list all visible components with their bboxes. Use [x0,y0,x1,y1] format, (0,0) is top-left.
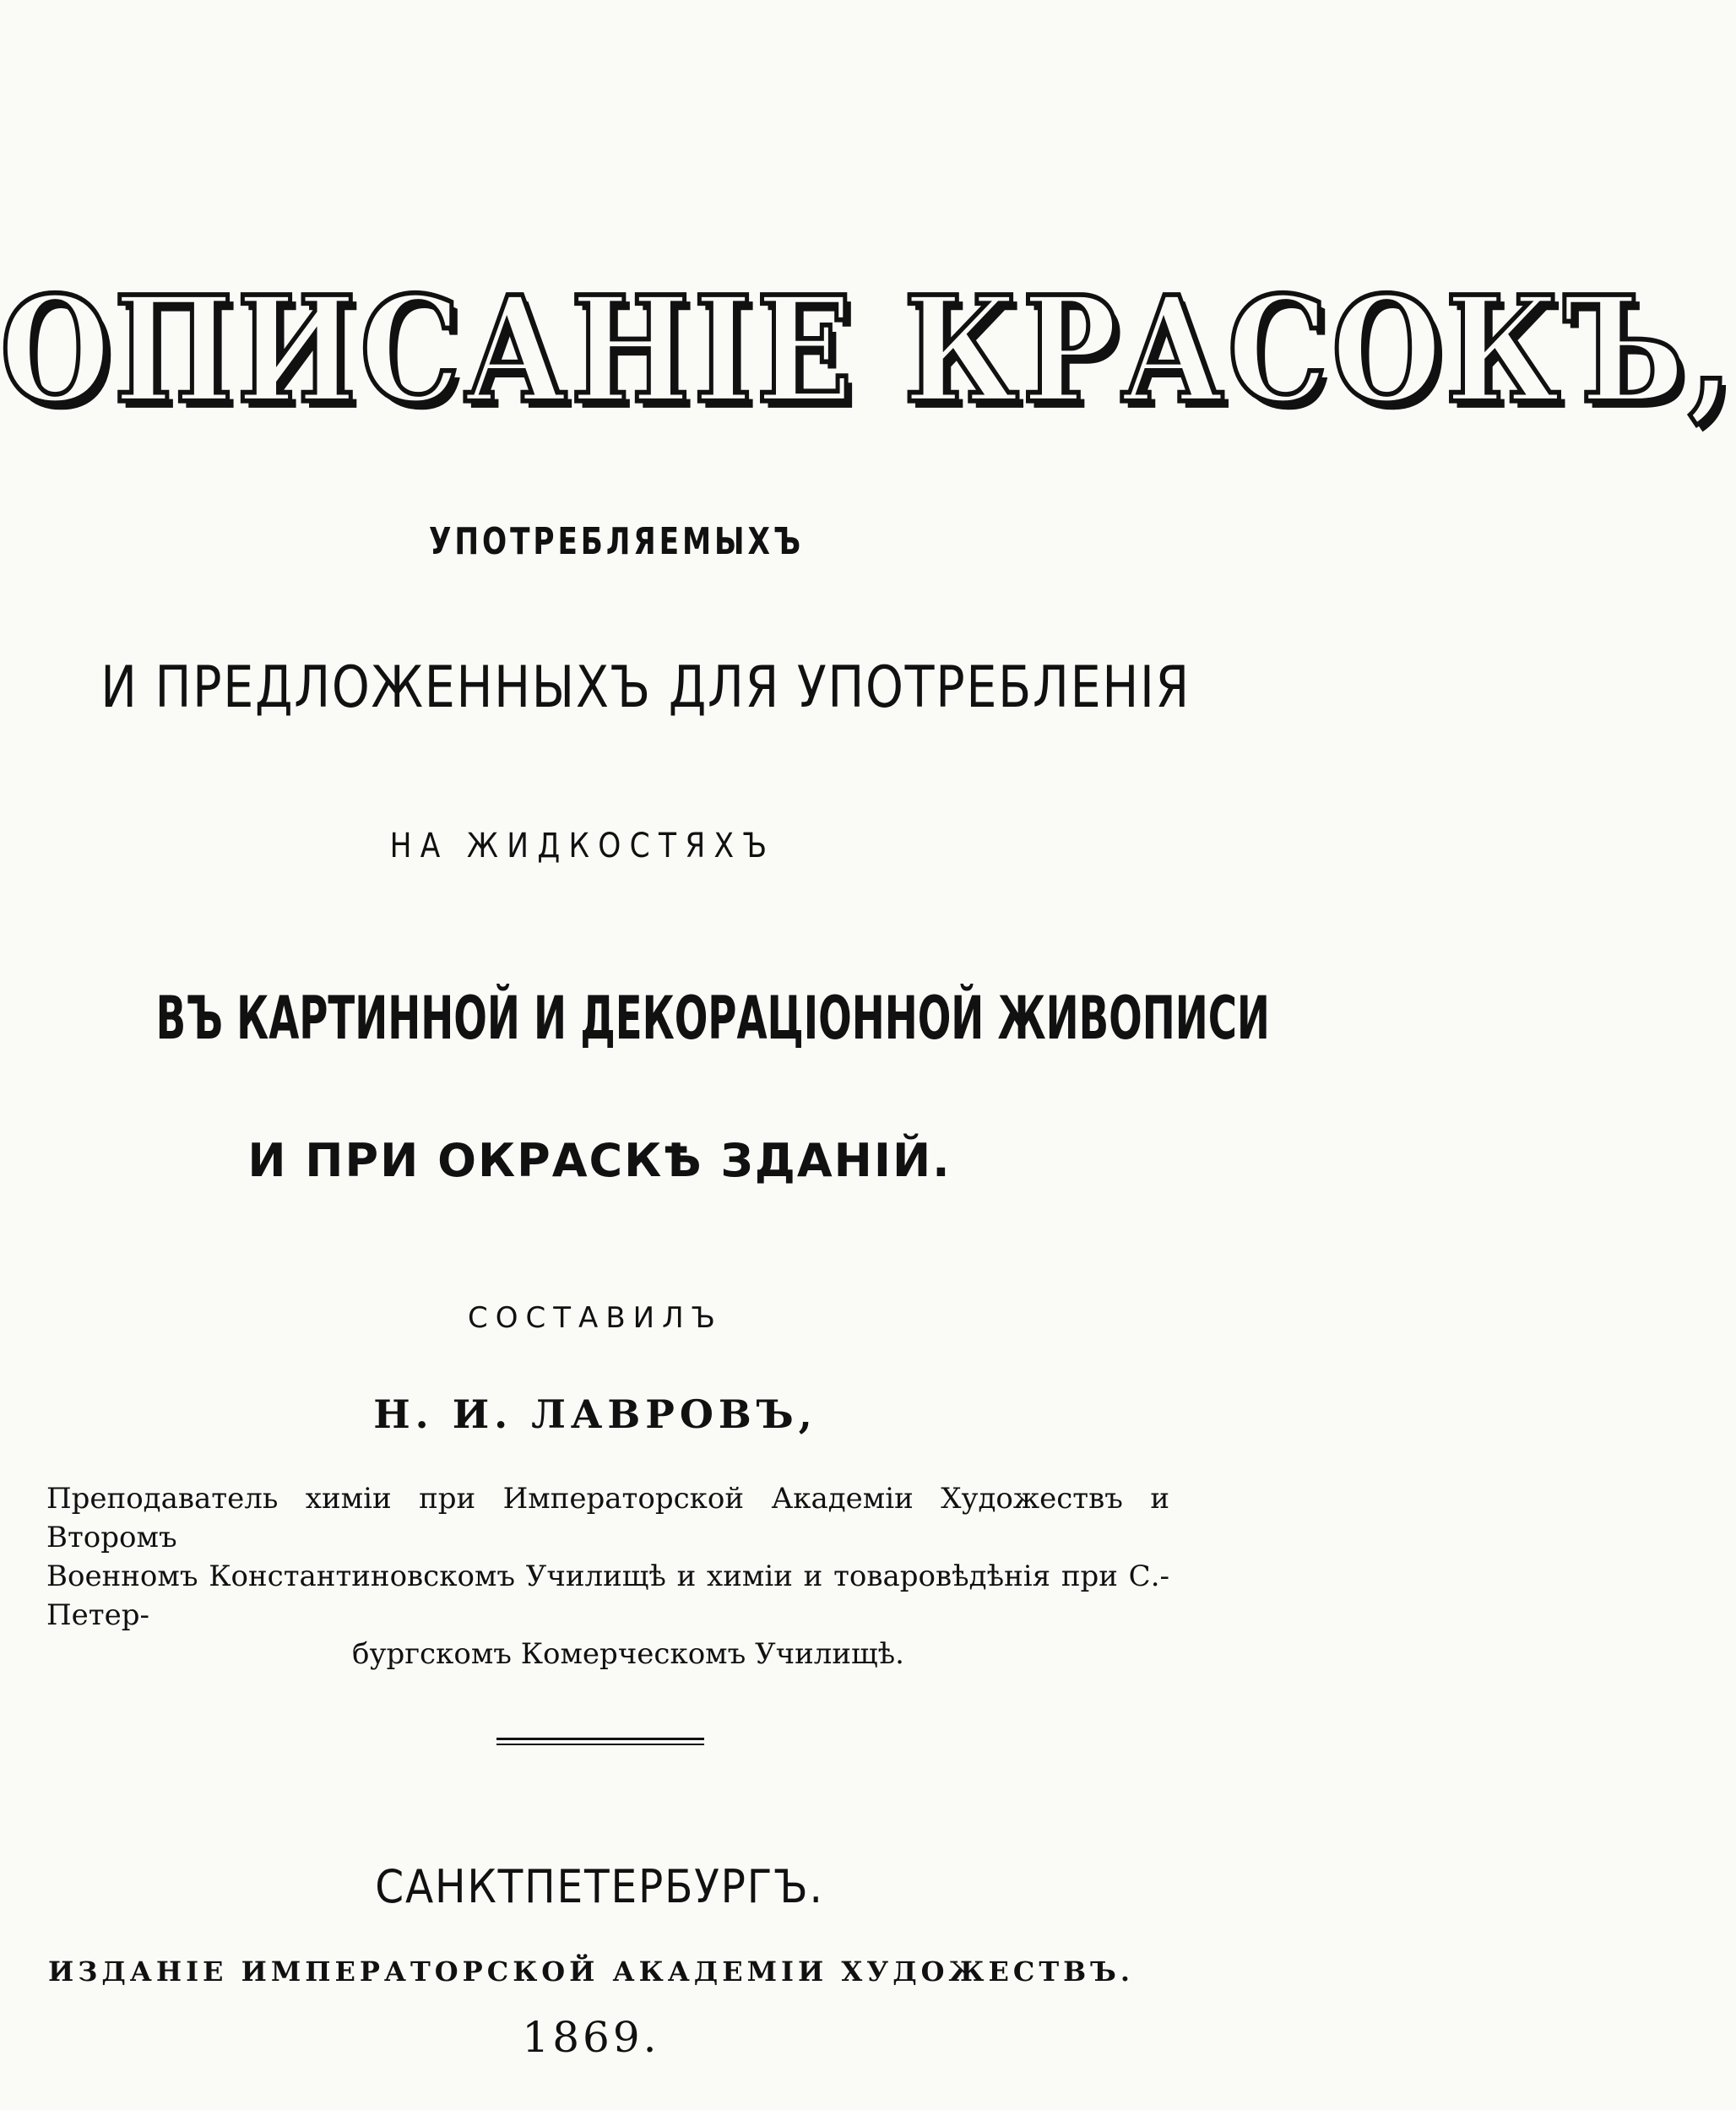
publication-year: 1869. [522,2013,660,2062]
publisher: ИЗДАНІЕ ИМПЕРАТОРСКОЙ АКАДЕМІИ ХУДОЖЕСТВЪ. [48,1955,1134,1988]
book-title: ОПИСАНІЕ КРАСОКЪ, [0,264,1736,437]
subtitle-buildings: И ПРИ ОКРАСКѢ ЗДАНІЙ. [247,1134,952,1187]
compiled-by-label: СОСТАВИЛЪ [468,1301,723,1335]
subtitle-used: УПОТРЕБЛЯЕМЫХЪ [429,520,804,563]
author-name: Н. И. ЛАВРОВЪ, [373,1391,817,1437]
biography-line: Военномъ Константиновскомъ Училищѣ и химіи и товаровѣдѣнія при С.-Петер- [46,1559,1169,1632]
author-biography [46,1479,1169,1673]
double-rule-divider [496,1738,704,1746]
publication-city: САНКТПЕТЕРБУРГЪ. [375,1860,824,1913]
biography-line: Преподаватель химіи при Императорской Академіи Художествъ и Второмъ [46,1482,1169,1554]
subtitle-proposed: И ПРЕДЛОЖЕННЫХЪ ДЛЯ УПОТРЕБЛЕНІЯ [100,654,1191,721]
biography-line: бургскомъ Комерческомъ Училищѣ. [352,1637,904,1671]
subtitle-liquids: НА ЖИДКОСТЯХЪ [389,827,776,865]
subtitle-painting: ВЪ КАРТИННОЙ И ДЕКОРАЦІОННОЙ ЖИВОПИСИ [155,984,1270,1053]
divider-line-top [496,1738,704,1740]
divider-line-bottom [496,1744,704,1745]
